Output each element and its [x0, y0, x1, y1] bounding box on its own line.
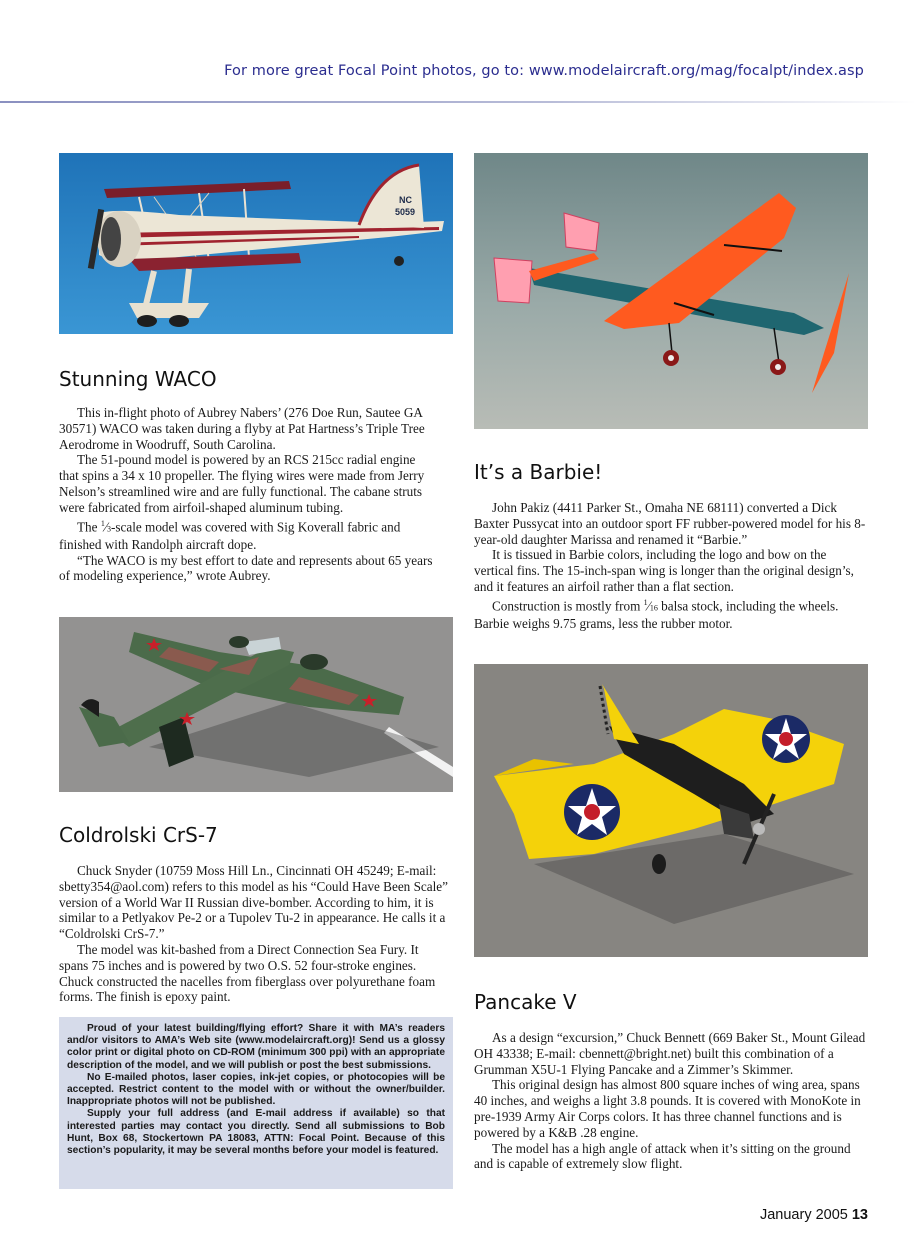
pancake-paragraph: This original design has almost 800 square inches of wing area, spans 40 inches, and weighs a light 3.8 pounds. It is covered with MonoKote in pre-1939 Army Air Corps colors. It has three channel functions and is powered by a K&B .28 engine.: [474, 1077, 861, 1140]
barbie-title: It’s a Barbie!: [474, 460, 603, 484]
waco-paragraph: This in-flight photo of Aubrey Nabers’ (276 Doe Run, Sautee GA 30571) WACO was taken during a flyby at Pat Hartness’s Triple Tree Aerodrome in Woodruff, South Carolina.: [59, 405, 425, 452]
barbie-photo: [474, 153, 868, 429]
pancake-photo: [474, 664, 868, 957]
waco-paragraph: The $^1$⁄3-scale model was covered with Sig Koverall fabric and finished with Randolph aircraft dope.: [59, 518, 401, 552]
barbie-body: [474, 500, 866, 632]
issue-date: January 2005: [759, 1207, 848, 1223]
pancake-body: [474, 1030, 866, 1172]
barbie-paragraph: John Pakiz (4411 Parker St., Omaha NE 68111) converted a Dick Baxter Pussycat into an outdoor sport FF rubber-powered model for his 8-year-old daughter Marissa and renamed it “Barbie.”: [474, 500, 866, 547]
waco-tail-number: 5059: [395, 207, 416, 217]
waco-paragraph-prefix: The: [77, 518, 101, 534]
coldrolski-title: Coldrolski CrS-7: [59, 823, 218, 847]
fraction-denominator: 16: [649, 603, 658, 613]
submission-info-box: [59, 1017, 453, 1189]
barbie-paragraph: Construction is mostly from $^1$⁄16 balsa stock, including the wheels. Barbie weighs 9.75 grams, less the rubber motor.: [474, 597, 839, 631]
waco-paragraph-rest: -scale model was covered with Sig Koverall fabric and finished with Randolph aircraft dope.: [59, 518, 401, 552]
pancake-paragraph: As a design “excursion,” Chuck Bennett (669 Baker St., Mount Gilead OH 43338; E-mail: cbennett@bright.net) built this combination of a Grumman X5U-1 Flying Pancake and a Zimmer’s Skimmer.: [474, 1030, 866, 1077]
coldrolski-body: [59, 863, 449, 1005]
page-number: 13: [851, 1207, 868, 1223]
waco-paragraph: “The WACO is my best effort to date and represents about 65 years of modeling experience,” wrote Aubrey.: [59, 552, 433, 584]
pancake-paragraph: The model has a high angle of attack when it’s sitting on the ground and is capable of extremely slow flight.: [474, 1140, 851, 1172]
coldrolski-paragraph: Chuck Snyder (10759 Moss Hill Ln., Cincinnati OH 45249; E-mail: sbetty354@aol.com) refers to this model as his “Could Have Been Scale” version of a World War II Russian dive-bomber. According to him, it is similar to a Petlyakov Pe-2 or a Tupolev Tu-2 in appearance. He calls it a “Coldrolski CrS-7.”: [59, 863, 448, 942]
barbie-paragraph-prefix: Construction is mostly from: [492, 598, 644, 614]
fraction-denominator: 3: [107, 523, 112, 533]
waco-body: [59, 405, 437, 584]
waco-tail-marking: NC: [399, 195, 412, 205]
header-rule: [0, 101, 916, 103]
coldrolski-paragraph: The model was kit-bashed from a Direct Connection Sea Fury. It spans 75 inches and is powered by two O.S. 52 four-stroke engines. Chuck constructed the nacelles from fiberglass over polyurethane foam forms. The finish is epoxy paint.: [59, 941, 436, 1005]
fraction-numerator: 1: [643, 597, 648, 607]
page-footer: [760, 1207, 868, 1223]
fraction-numerator: 1: [100, 518, 105, 528]
coldrolski-photo: [59, 617, 453, 792]
pancake-title: Pancake V: [474, 990, 577, 1014]
submission-paragraph: Supply your full address (and E-mail address if available) so that interested parties may contact you directly. Send all submissions to Bob Hunt, Box 68, Stockertown PA 18083, ATTN: Focal Point. Because of this section’s popularity, it may be several months before your model is featured.: [67, 1108, 445, 1157]
submission-paragraph: No E-mailed photos, laser copies, ink-jet copies, or photocopies will be accepted. Restrict content to the model with or without the owner/builder. Inappropriate photos will not be published.: [67, 1071, 445, 1108]
submission-paragraph: Proud of your latest building/flying effort? Share it with MA’s readers and/or visitors to AMA’s Web site (www.modelaircraft.org)! Send us a glossy color print or digital photo on CD-ROM (minimum 300 ppi) with an appropriate description of the model, and we will publish or post the best submissions.: [67, 1023, 445, 1071]
waco-title: Stunning WACO: [59, 367, 217, 391]
barbie-paragraph: It is tissued in Barbie colors, including the logo and bow on the vertical fins. The 15-inch-span wing is longer than the original design’s, and it features an airfoil rather than a flat section.: [474, 547, 854, 594]
waco-paragraph: The 51-pound model is powered by an RCS 215cc radial engine that spins a 34 x 10 propeller. The flying wires were made from Jerry Nelson’s streamlined wire and are fully functional. The cabane struts were fabricated from airfoil-shaped aluminum tubing.: [59, 452, 425, 515]
barbie-paragraph-rest: balsa stock, including the wheels. Barbie weighs 9.75 grams, less the rubber motor.: [474, 598, 839, 631]
waco-photo: [59, 153, 453, 334]
header-website-link[interactable]: For more great Focal Point photos, go to: www.modelaircraft.org/mag/focalpt/index.asp: [224, 63, 864, 79]
